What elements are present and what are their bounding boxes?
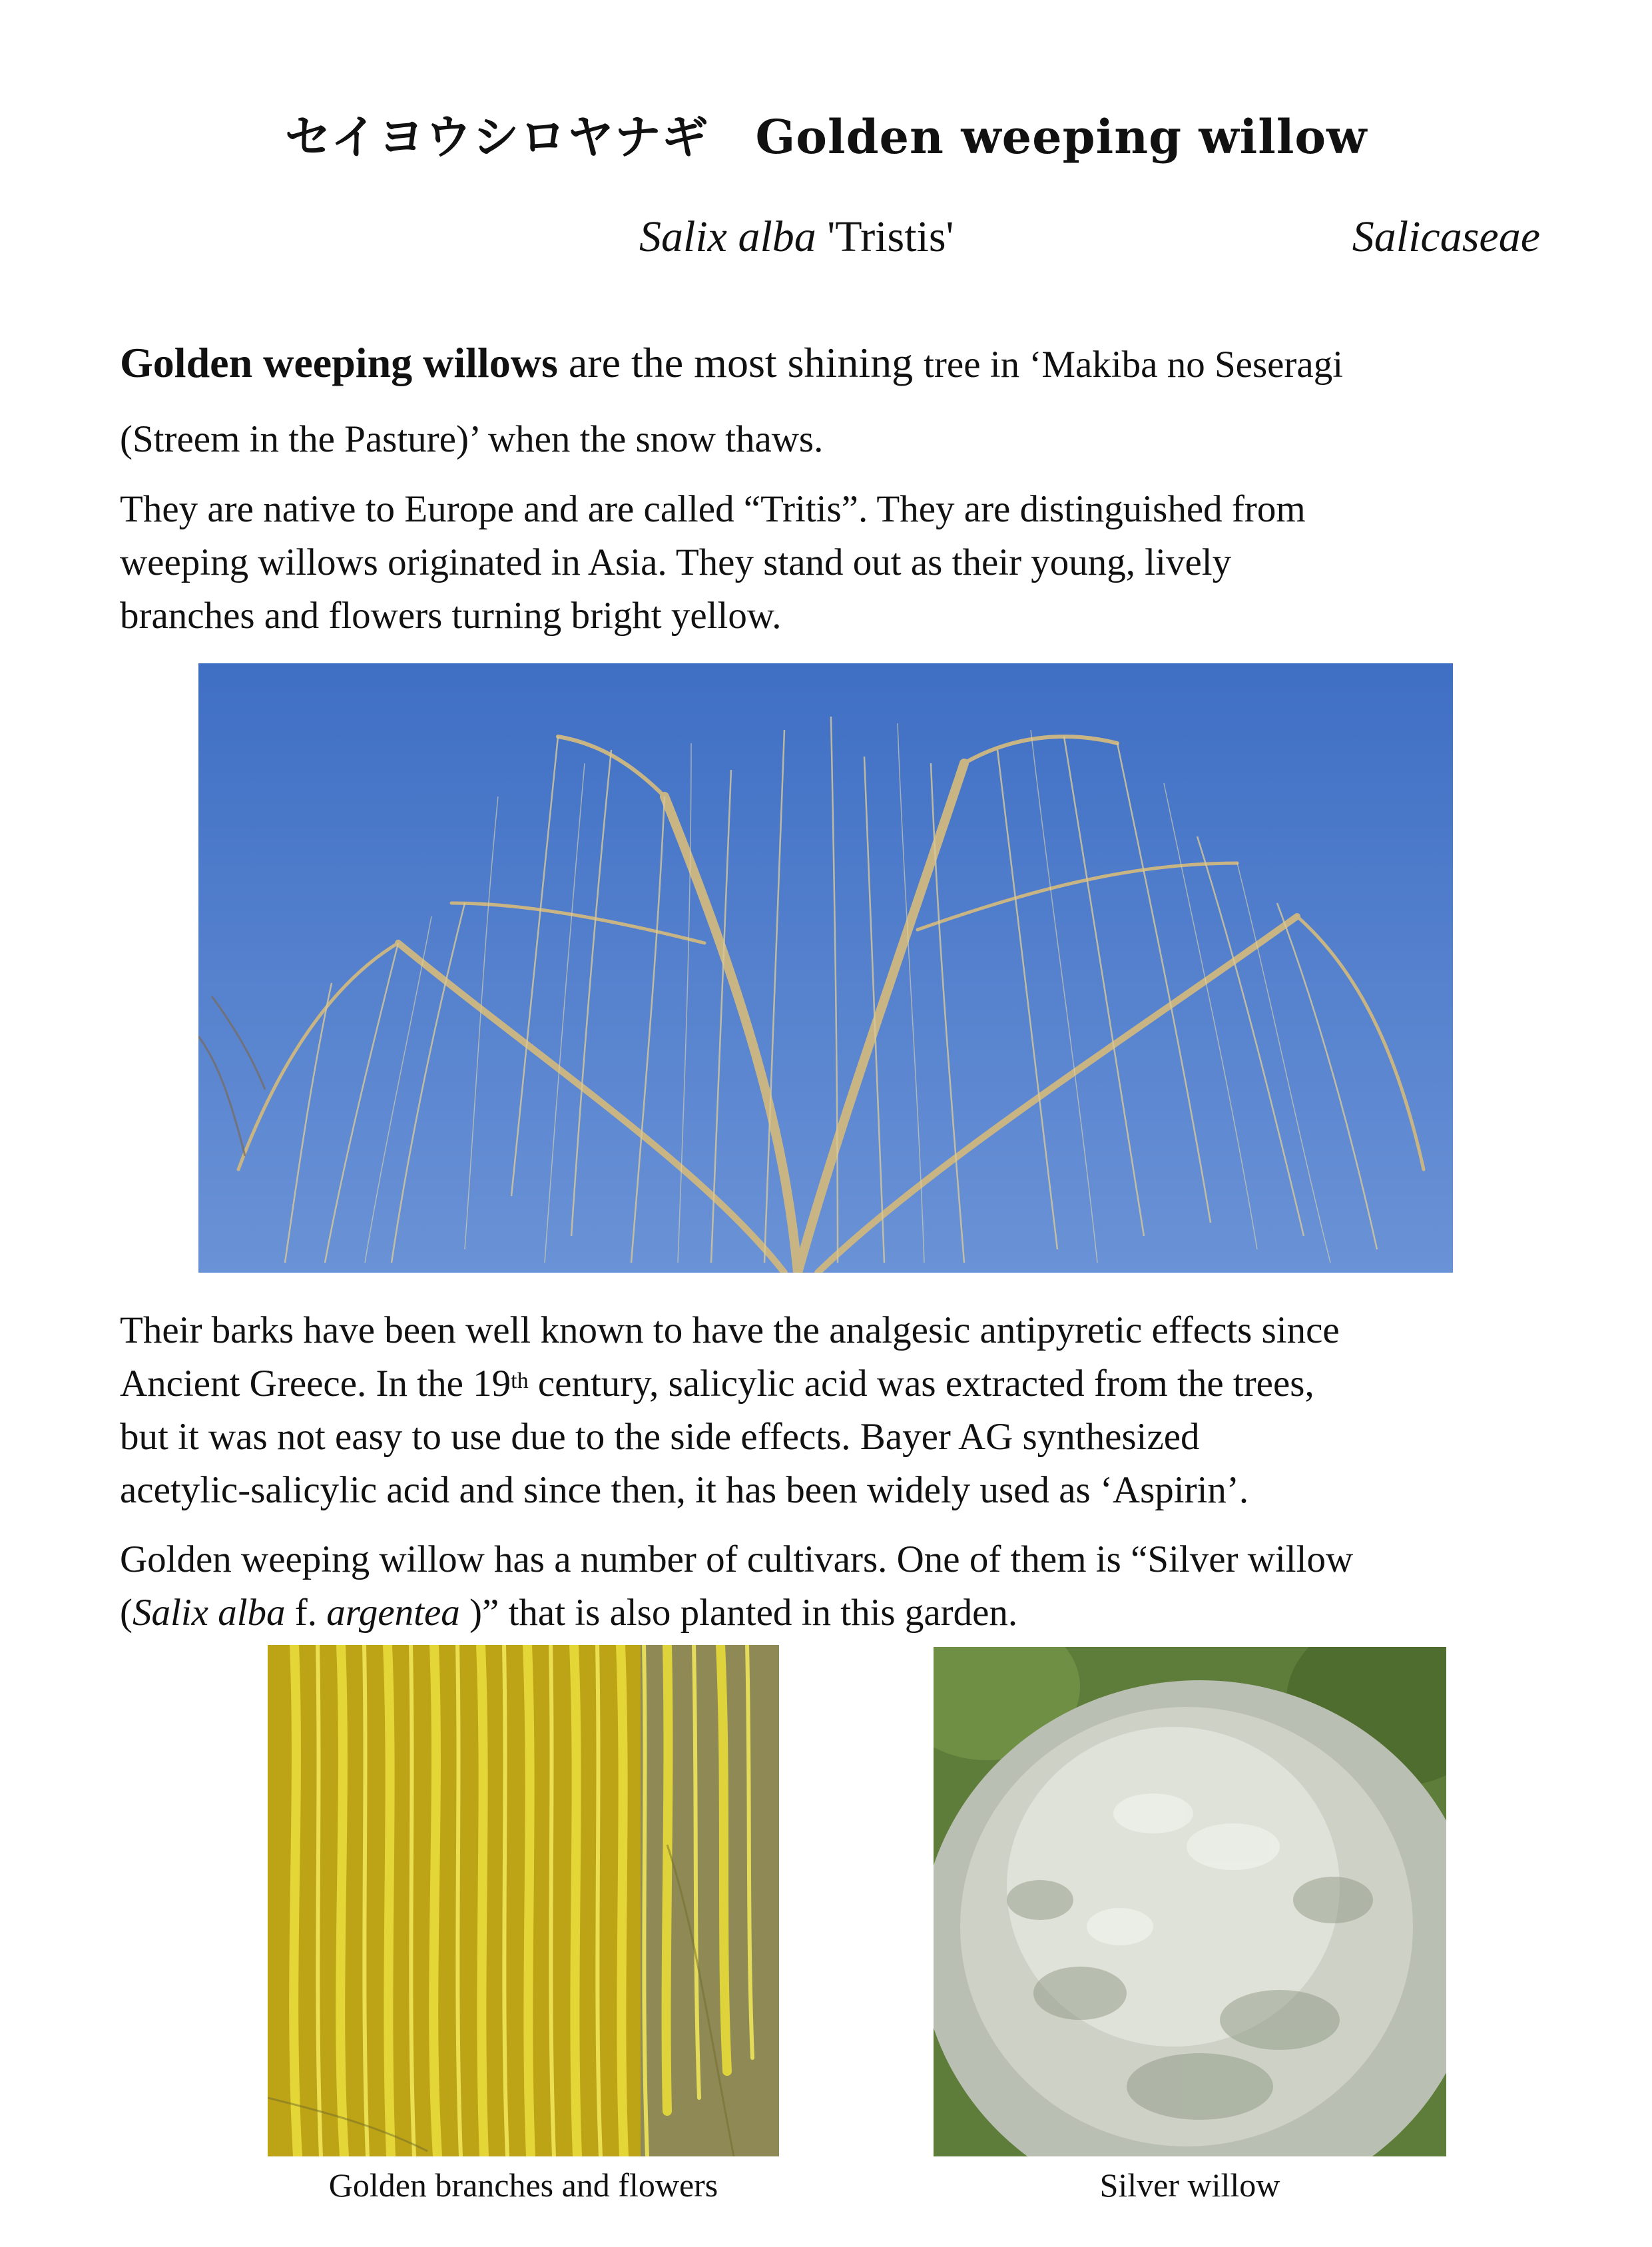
intro-text-a: are the most shining bbox=[568, 339, 914, 386]
paragraph-line: Their barks have been well known to have the analgesic antipyretic effects since bbox=[120, 1309, 1340, 1351]
cultivar-name: 'Tristis' bbox=[827, 212, 954, 261]
silver-willow-image bbox=[934, 1647, 1446, 2156]
intro-bold-term: Golden weeping willows bbox=[120, 339, 558, 386]
form-name: argentea bbox=[326, 1592, 460, 1634]
paragraph-line bbox=[120, 1586, 1551, 1640]
paragraph-cultivars bbox=[120, 1533, 1551, 1640]
paragraph-origin bbox=[120, 483, 1551, 643]
text-segment: f. bbox=[285, 1592, 327, 1634]
willow-crown-photo bbox=[198, 663, 1453, 1273]
paragraph-line: acetylic-salicylic acid and since then, it has been widely used as ‘Aspirin’. bbox=[120, 1469, 1249, 1511]
caption-silver-willow: Silver willow bbox=[1099, 2166, 1280, 2204]
paragraph-line: branches and flowers turning bright yellow. bbox=[120, 595, 782, 637]
ordinal-superscript: th bbox=[511, 1369, 529, 1393]
silver-willow-photo bbox=[934, 1647, 1446, 2156]
paragraph-line bbox=[120, 1357, 1551, 1411]
paragraph-line: Golden weeping willow has a number of cultivars. One of them is “Silver willow bbox=[120, 1538, 1354, 1580]
paragraph-line: They are native to Europe and are called “Tritis”. They are distinguished from bbox=[120, 488, 1306, 530]
title-japanese: セイヨウシロヤナギ bbox=[284, 109, 709, 164]
text-segment: century, salicylic acid was extracted from the trees, bbox=[528, 1363, 1314, 1405]
paragraph-aspirin bbox=[120, 1304, 1551, 1517]
paragraph-line: weeping willows originated in Asia. They stand out as their young, lively bbox=[120, 541, 1232, 583]
intro-text-b: tree in ‘Makiba no Seseragi bbox=[924, 344, 1344, 386]
golden-branches-image bbox=[268, 1645, 779, 2156]
species-name: Salix alba bbox=[132, 1592, 286, 1634]
family-name: Salicaseae bbox=[1352, 212, 1540, 261]
scientific-name-line bbox=[639, 212, 954, 262]
paragraph-line: but it was not easy to use due to the side effects. Bayer AG synthesized bbox=[120, 1416, 1200, 1458]
scientific-name: Salix alba bbox=[639, 212, 816, 261]
text-segment: )” that is also planted in this garden. bbox=[459, 1592, 1018, 1634]
page-title bbox=[0, 100, 1652, 167]
golden-branches-photo bbox=[268, 1645, 779, 2156]
willow-crown-image bbox=[198, 663, 1453, 1273]
caption-golden-branches: Golden branches and flowers bbox=[328, 2166, 718, 2204]
title-english: Golden weeping willow bbox=[755, 109, 1368, 164]
intro-line-2: (Streem in the Pasture)’ when the snow thaws. bbox=[120, 418, 824, 460]
text-segment: ( bbox=[120, 1592, 133, 1634]
text-segment: Ancient Greece. In the 19 bbox=[120, 1363, 511, 1405]
intro-line bbox=[120, 333, 1551, 395]
